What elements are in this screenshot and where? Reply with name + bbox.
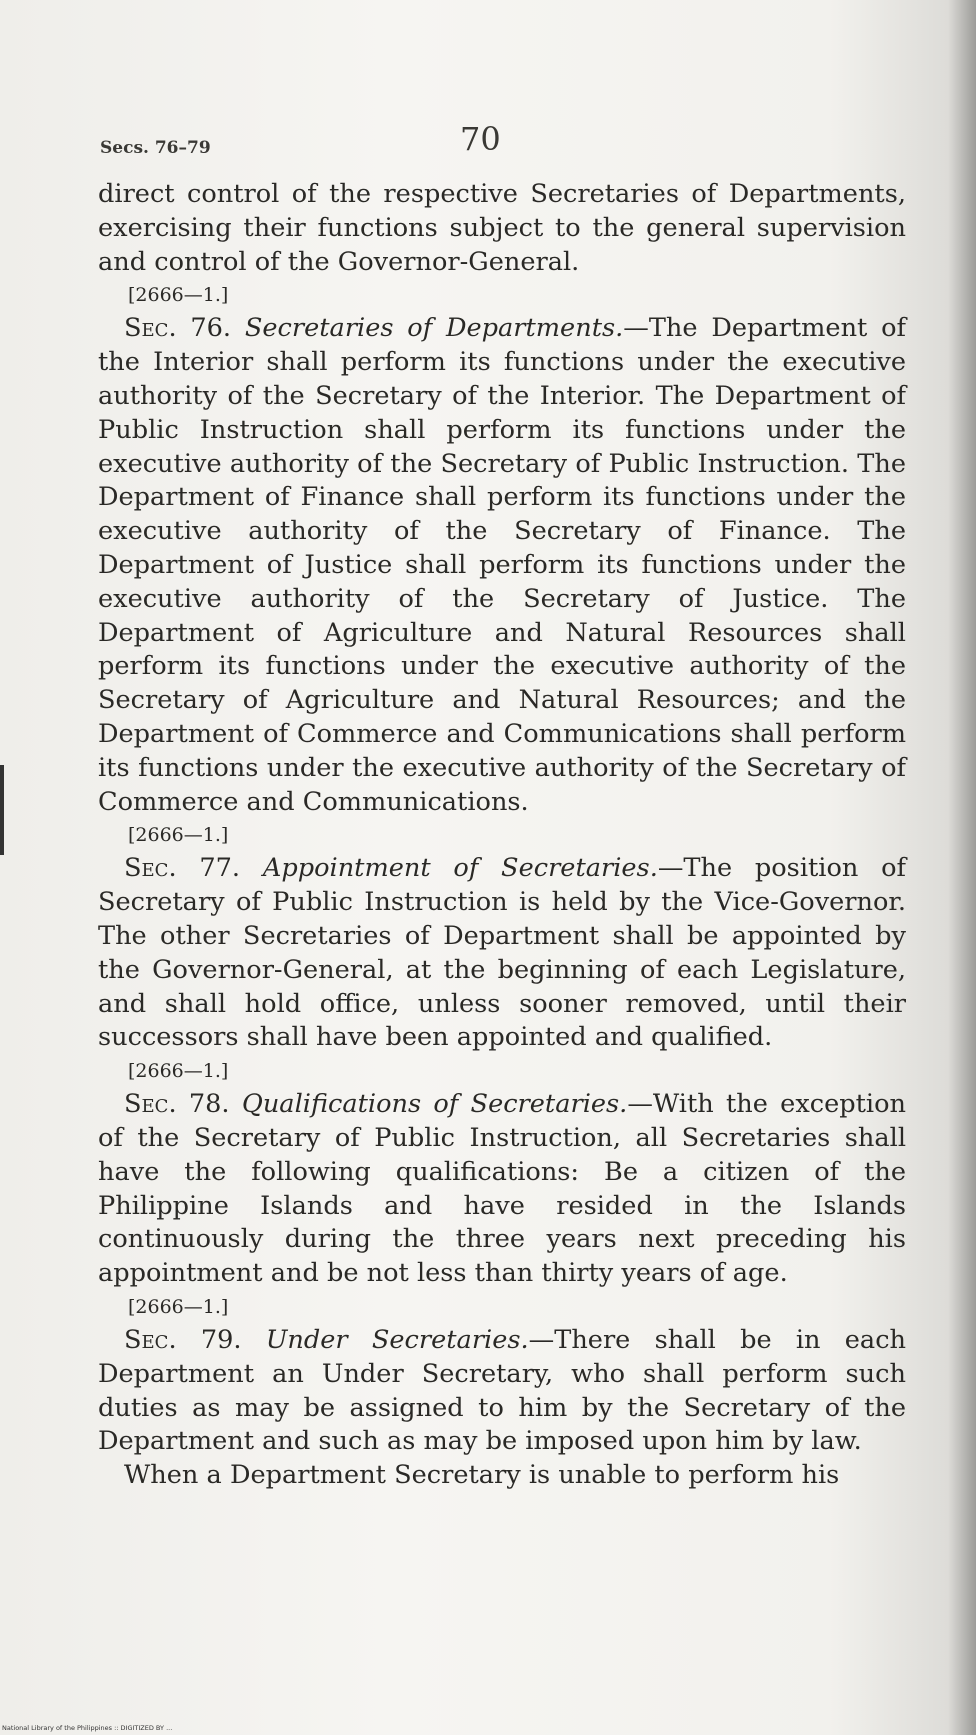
section-label: Sec. 79. bbox=[124, 1324, 242, 1355]
section-79 bbox=[98, 1324, 906, 1459]
page-number: 70 bbox=[460, 120, 501, 158]
page-header bbox=[100, 112, 900, 158]
section-title: Qualifications of Secretaries. bbox=[241, 1089, 628, 1120]
citation: [2666—1.] bbox=[128, 1060, 229, 1083]
section-76 bbox=[98, 312, 906, 819]
section-title: Under Secretaries. bbox=[265, 1324, 529, 1355]
section-title: Appointment of Secretaries. bbox=[262, 853, 658, 884]
section-label: Sec. 76. bbox=[124, 313, 232, 344]
section-text: —With the exception of the Secretary of Public Instruction, all Secretaries shall have the following qualifications: Be a citizen of the Philippine Islands and have resided in the Islands continuously during the three years next preceding his appointment and be not less than thirty years of age. bbox=[98, 1089, 906, 1289]
section-range: Secs. 76–79 bbox=[100, 138, 211, 158]
body-paragraph: When a Department Secretary is unable to perform his bbox=[124, 1460, 840, 1491]
section-text: —The Department of the Interior shall perform its functions under the executive authority of the Secretary of the Interior. The Department of Public Instruction shall perform its functions under the executive authority of the Secretary of Public Instruction. The Department of Finance shall perform its functions under the executive authority of the Secretary of Finance. The Department of Justice shall perform its functions under the executive authority of the Secretary of Justice. The Department of Agriculture and Natural Resources shall perform its functions under the executive authority of the Secretary of Agriculture and Natural Resources; and the Department of Commerce and Communications shall perform its functions under the executive authority of the Secretary of Commerce and Communications. bbox=[98, 313, 907, 817]
scan-footer: National Library of the Philippines :: DIGITIZED BY ... bbox=[2, 1724, 173, 1732]
continuation-paragraph: direct control of the respective Secretaries of Departments, exercising their functions subject to the general supervision and control of the Governor-General. bbox=[98, 179, 906, 277]
page-edge-shadow bbox=[948, 0, 976, 1735]
section-text: —The position of Secretary of Public Instruction is held by the Vice-Governor. The other Secretaries of Department shall be appointed by the Governor-General, at the beginning of each Legislature, and shall hold office, unless sooner removed, until their successors shall have been appointed and qualified. bbox=[98, 853, 907, 1053]
section-77 bbox=[98, 852, 906, 1055]
section-label: Sec. 77. bbox=[124, 853, 241, 884]
section-78 bbox=[98, 1088, 906, 1291]
citation: [2666—1.] bbox=[128, 284, 229, 307]
section-text: —There shall be in each Department an Under Secretary, who shall perform such duties as may be assigned to him by the Secretary of the Department and such as may be imposed upon him by law. bbox=[98, 1324, 907, 1457]
citation: [2666—1.] bbox=[128, 1295, 229, 1318]
page-body bbox=[98, 178, 906, 1493]
binding-mark bbox=[0, 765, 4, 855]
section-title: Secretaries of Departments. bbox=[244, 313, 624, 344]
section-label: Sec. 78. bbox=[124, 1089, 230, 1120]
citation: [2666—1.] bbox=[128, 824, 229, 847]
